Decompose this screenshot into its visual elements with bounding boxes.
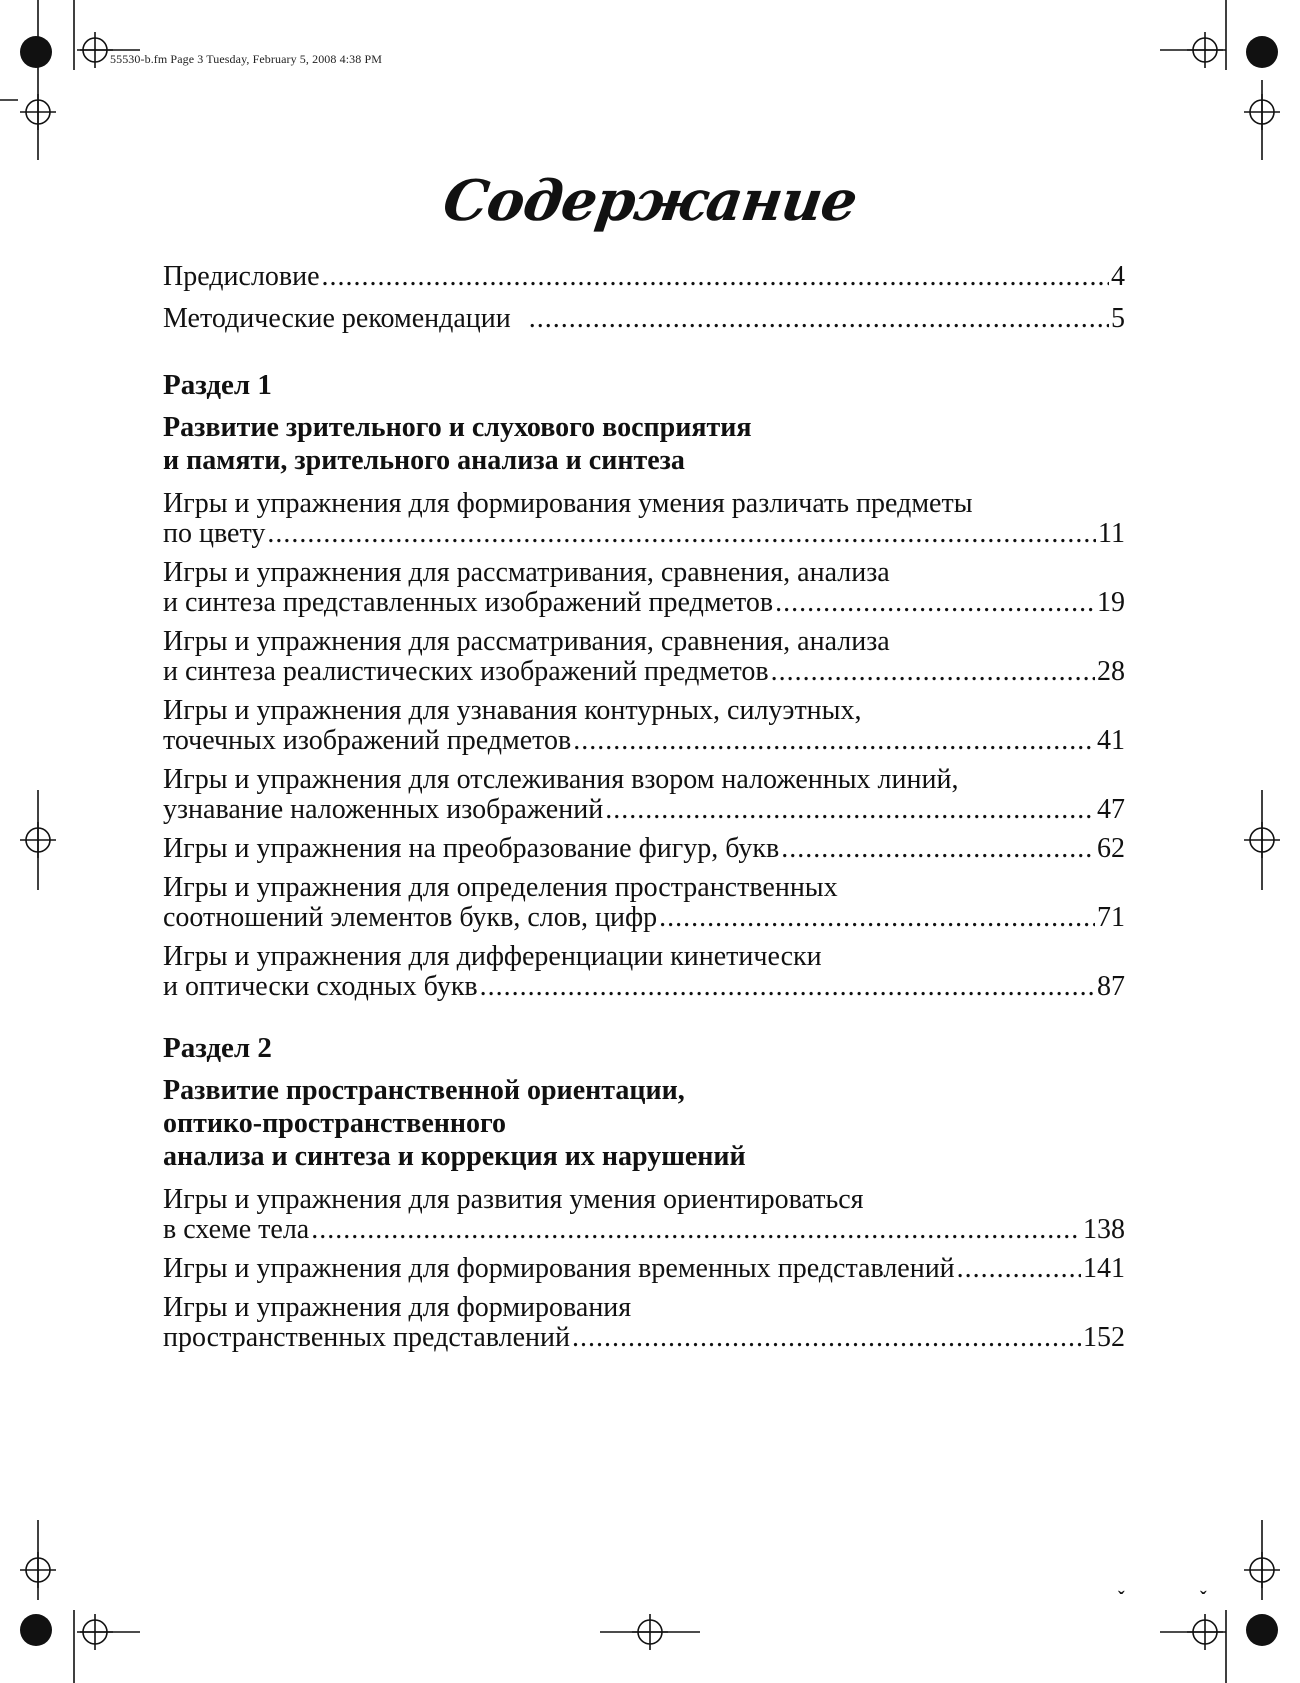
entry-text: Предисловие bbox=[163, 261, 320, 292]
toc-entry[interactable] bbox=[163, 489, 1125, 549]
section-1 bbox=[163, 369, 1125, 1002]
section-title bbox=[163, 1074, 1125, 1173]
page-number: 28 bbox=[1097, 656, 1125, 687]
toc-entry[interactable] bbox=[163, 304, 1125, 334]
section-heading: Раздел 2 bbox=[163, 1032, 272, 1064]
leader-dots bbox=[775, 588, 1095, 618]
print-slug: 55530-b.fm Page 3 Tuesday, February 5, 2008 4:38 PM bbox=[110, 52, 382, 66]
leader-dots bbox=[781, 834, 1095, 864]
toc-entry[interactable] bbox=[163, 558, 1125, 618]
tail-mark: ˇ bbox=[1200, 1588, 1207, 1610]
toc-entry[interactable] bbox=[163, 1185, 1125, 1245]
section-title-line: анализа и синтеза и коррекция их нарушений bbox=[163, 1141, 746, 1172]
front-matter bbox=[163, 262, 1125, 334]
tail-mark: ˇ bbox=[1118, 1588, 1125, 1610]
section-title-line: Развитие пространственной ориентации, bbox=[163, 1075, 685, 1106]
entry-text: Игры и упражнения для формирования временных представлений bbox=[163, 1253, 955, 1284]
page-number: 71 bbox=[1097, 902, 1125, 933]
section-title-line: Развитие зрительного и слухового восприятия bbox=[163, 412, 752, 443]
entry-text-line: Игры и упражнения для дифференциации кинетически bbox=[163, 941, 822, 972]
entry-text-line: Игры и упражнения для формирования умения различать предметы bbox=[163, 488, 973, 519]
section-2 bbox=[163, 1032, 1125, 1353]
entry-text: пространственных представлений bbox=[163, 1322, 570, 1353]
entry-text: в схеме тела bbox=[163, 1214, 310, 1245]
entry-text: Игры и упражнения на преобразование фигур, букв bbox=[163, 833, 780, 864]
section-title bbox=[163, 411, 1125, 477]
section-title-line: и памяти, зрительного анализа и синтеза bbox=[163, 445, 685, 476]
leader-dots bbox=[957, 1254, 1081, 1284]
leader-dots bbox=[605, 795, 1095, 825]
toc-entry[interactable] bbox=[163, 262, 1125, 292]
toc-entry[interactable] bbox=[163, 942, 1125, 1002]
entry-text: Методические рекомендации bbox=[163, 303, 511, 334]
toc-entry[interactable] bbox=[163, 696, 1125, 756]
leader-dots bbox=[659, 903, 1095, 933]
page-number: 4 bbox=[1111, 261, 1125, 292]
section-2-entries bbox=[163, 1185, 1125, 1353]
page-number: 11 bbox=[1098, 518, 1125, 549]
page-number: 47 bbox=[1097, 794, 1125, 825]
entry-text-line: Игры и упражнения для отслеживания взором наложенных линий, bbox=[163, 764, 959, 795]
entry-text: точечных изображений предметов bbox=[163, 725, 572, 756]
entry-text: соотношений элементов букв, слов, цифр bbox=[163, 902, 658, 933]
entry-text: и оптически сходных букв bbox=[163, 971, 478, 1002]
toc-entry[interactable] bbox=[163, 765, 1125, 825]
page-number: 19 bbox=[1097, 587, 1125, 618]
toc-entry[interactable] bbox=[163, 873, 1125, 933]
leader-dots bbox=[480, 972, 1095, 1002]
toc-entry[interactable] bbox=[163, 1254, 1125, 1284]
page-number: 138 bbox=[1083, 1214, 1125, 1245]
leader-dots bbox=[267, 519, 1096, 549]
entry-text-line: Игры и упражнения для рассматривания, сравнения, анализа bbox=[163, 626, 890, 657]
leader-dots bbox=[771, 657, 1095, 687]
page-number: 5 bbox=[1111, 303, 1125, 334]
page-title: Содержание bbox=[439, 168, 861, 234]
toc-entry[interactable] bbox=[163, 1293, 1125, 1353]
leader-dots bbox=[529, 304, 1109, 334]
toc-entry[interactable] bbox=[163, 834, 1125, 864]
page-number: 87 bbox=[1097, 971, 1125, 1002]
entry-text-line: Игры и упражнения для формирования bbox=[163, 1292, 632, 1323]
page-number: 141 bbox=[1083, 1253, 1125, 1284]
entry-text: и синтеза представленных изображений предметов bbox=[163, 587, 774, 618]
toc-entry[interactable] bbox=[163, 627, 1125, 687]
leader-dots bbox=[572, 1323, 1081, 1353]
entry-text: и синтеза реалистических изображений предметов bbox=[163, 656, 769, 687]
entry-text: узнавание наложенных изображений bbox=[163, 794, 604, 825]
leader-dots bbox=[311, 1215, 1081, 1245]
page-number: 152 bbox=[1083, 1322, 1125, 1353]
leader-dots bbox=[322, 262, 1109, 292]
entry-text: по цвету bbox=[163, 518, 266, 549]
entry-text-line: Игры и упражнения для определения пространственных bbox=[163, 872, 838, 903]
page-number: 41 bbox=[1097, 725, 1125, 756]
section-heading: Раздел 1 bbox=[163, 369, 272, 401]
section-1-entries bbox=[163, 489, 1125, 1002]
entry-text-line: Игры и упражнения для развития умения ориентироваться bbox=[163, 1184, 864, 1215]
leader-dots bbox=[573, 726, 1095, 756]
page-number: 62 bbox=[1097, 833, 1125, 864]
entry-text-line: Игры и упражнения для рассматривания, сравнения, анализа bbox=[163, 557, 890, 588]
section-title-line: оптико-пространственного bbox=[163, 1108, 507, 1139]
entry-text-line: Игры и упражнения для узнавания контурных, силуэтных, bbox=[163, 695, 862, 726]
